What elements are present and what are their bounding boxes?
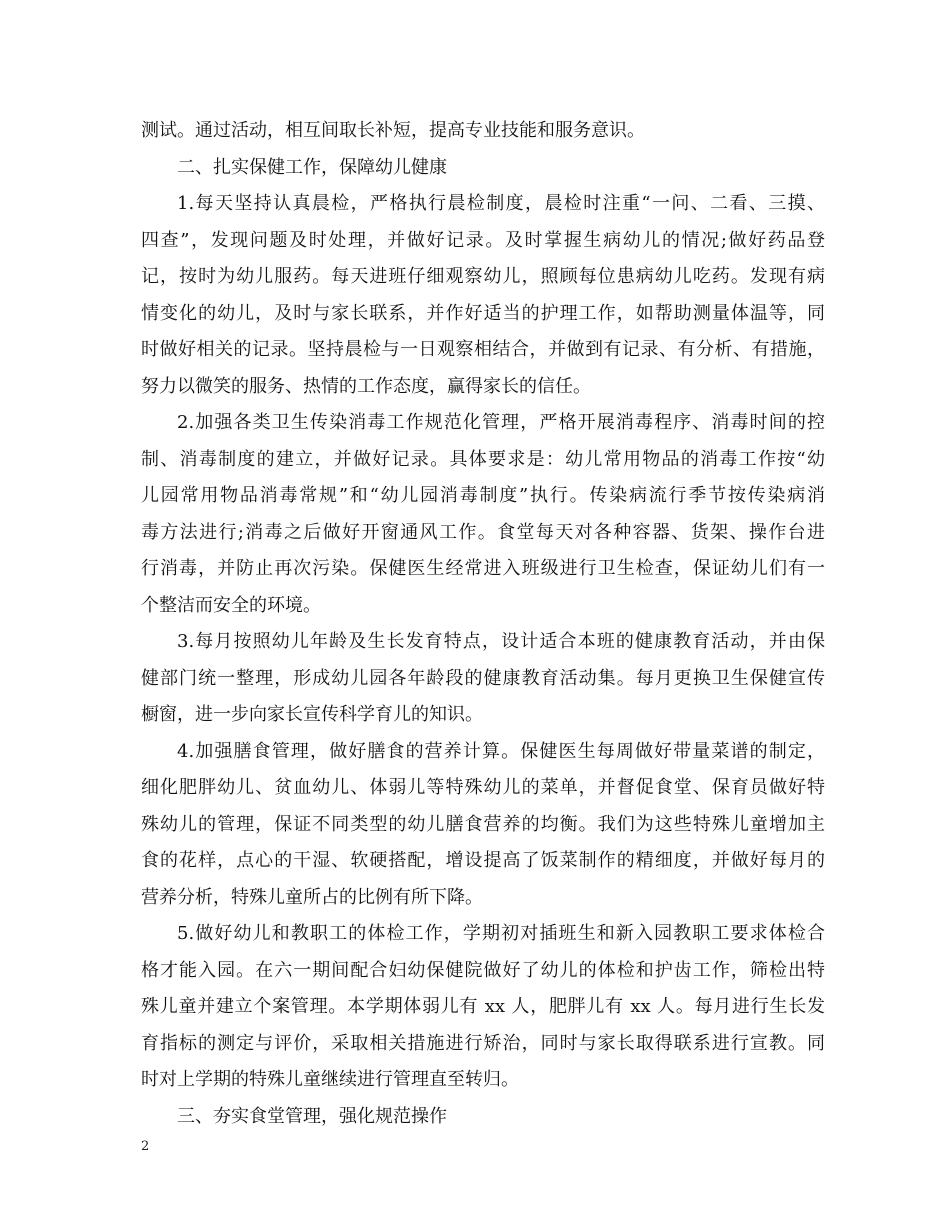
text-line: 个整洁而安全的环境。 — [141, 594, 321, 616]
text-line: 3.每月按照幼儿年龄及生长发育特点，设计适合本班的健康教育活动，并由保 — [177, 631, 825, 652]
text-line: 制、消毒制度的建立，并做好记录。具体要求是：幼儿常用物品的消毒工作按“幼 — [141, 448, 825, 470]
text-line: 行消毒，并防止再次污染。保健医生经常进入班级进行卫生检查，保证幼儿们有一 — [141, 558, 825, 579]
document-body — [141, 113, 825, 1135]
text-line: 营养分析，特殊儿童所占的比例有所下降。 — [141, 886, 483, 908]
text-line: 时做好相关的记录。坚持晨检与一日观察相结合，并做到有记录、有分析、有措施， — [141, 339, 825, 360]
text-line: 5.做好幼儿和教职工的体检工作，学期初对插班生和新入园教职工要求体检合 — [177, 923, 825, 944]
section-heading: 三、夯实食堂管理，强化规范操作 — [177, 1105, 447, 1127]
text-line: 育指标的测定与评价，采取相关措施进行矫治，同时与家长取得联系进行宣教。同 — [141, 1032, 825, 1054]
text-line: 细化肥胖幼儿、贫血幼儿、体弱儿等特殊幼儿的菜单，并督促食堂、保育员做好特 — [141, 777, 825, 798]
text-line: 情变化的幼儿，及时与家长联系，并作好适当的护理工作，如帮助测量体温等，同 — [141, 302, 825, 324]
text-line: 四查”，发现问题及时处理，并做好记录。及时掌握生病幼儿的情况;做好药品登 — [141, 229, 825, 251]
section-heading: 二、扎实保健工作，保障幼儿健康 — [177, 156, 447, 178]
text-line: 儿园常用物品消毒常规”和“幼儿园消毒制度”执行。传染病流行季节按传染病消 — [141, 485, 825, 506]
text-line: 橱窗，进一步向家长宣传科学育儿的知识。 — [141, 704, 483, 725]
page-number: 2 — [141, 1139, 150, 1154]
text-line: 殊儿童并建立个案管理。本学期体弱儿有 xx 人，肥胖儿有 xx 人。每月进行生长发 — [141, 996, 825, 1017]
text-line: 测试。通过活动，相互间取长补短，提高专业技能和服务意识。 — [141, 120, 645, 141]
text-line: 记，按时为幼儿服药。每天进班仔细观察幼儿，照顾每位患病幼儿吃药。发现有病 — [141, 266, 825, 287]
text-line: 时对上学期的特殊儿童继续进行管理直至转归。 — [141, 1069, 519, 1090]
text-line: 殊幼儿的管理，保证不同类型的幼儿膳食营养的均衡。我们为这些特殊儿童增加主 — [141, 813, 825, 835]
text-line: 4.加强膳食管理，做好膳食的营养计算。保健医生每周做好带量菜谱的制定， — [177, 740, 825, 762]
text-line: 努力以微笑的服务、热情的工作态度，赢得家长的信任。 — [141, 375, 591, 397]
text-line: 食的花样，点心的干湿、软硬搭配，增设提高了饭菜制作的精细度，并做好每月的 — [141, 850, 825, 871]
text-line: 1.每天坚持认真晨检，严格执行晨检制度，晨检时注重“一问、二看、三摸、 — [177, 193, 825, 214]
text-line: 格才能入园。在六一期间配合妇幼保健院做好了幼儿的体检和护齿工作，筛检出特 — [141, 959, 825, 981]
text-line: 2.加强各类卫生传染消毒工作规范化管理，严格开展消毒程序、消毒时间的控 — [177, 412, 825, 433]
text-line: 健部门统一整理，形成幼儿园各年龄段的健康教育活动集。每月更换卫生保健宣传 — [141, 667, 825, 689]
text-line: 毒方法进行;消毒之后做好开窗通风工作。食堂每天对各种容器、货架、操作台进 — [141, 521, 825, 543]
